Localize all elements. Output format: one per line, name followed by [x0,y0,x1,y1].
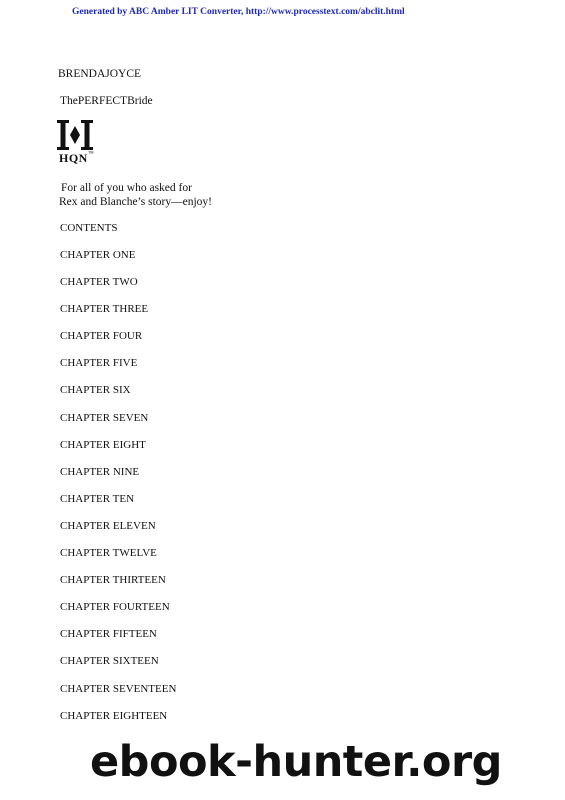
book-author: BRENDAJOYCE [58,68,142,80]
chapter-link[interactable]: CHAPTER SEVEN [60,411,149,424]
contents-heading: CONTENTS [60,222,118,234]
converter-link[interactable]: Generated by ABC Amber LIT Converter, http://www.processtext.com/abclit.html [72,7,405,17]
chapter-link[interactable]: CHAPTER EIGHTEEN [60,709,168,722]
dedication [59,181,212,209]
book-title: ThePERFECTBride [60,95,153,107]
chapter-link[interactable]: CHAPTER FIFTEEN [60,628,157,641]
chapter-link[interactable]: CHAPTER EIGHT [60,438,146,451]
chapter-link[interactable]: CHAPTER FOUR [60,330,143,343]
chapter-link[interactable]: CHAPTER TWO [60,276,138,289]
toc-item[interactable] [60,412,176,439]
hqn-logo-text: HQN™ [59,151,95,165]
chapter-link[interactable]: CHAPTER TEN [60,492,135,505]
toc-item[interactable] [60,710,176,737]
dedication-line-1: For all of you who asked for [61,182,192,194]
toc-item[interactable] [60,628,176,655]
table-of-contents [60,249,176,737]
dedication-line-2: Rex and Blanche’s story—enjoy! [59,196,212,208]
watermark: ebook-hunter.org [90,737,502,787]
toc-item[interactable] [60,303,176,330]
chapter-link[interactable]: CHAPTER ONE [60,249,136,261]
toc-item[interactable] [60,520,176,547]
chapter-link[interactable]: CHAPTER TWELVE [60,547,157,560]
chapter-link[interactable]: CHAPTER SIXTEEN [60,655,159,668]
publisher-logo [57,120,101,166]
toc-item[interactable] [60,357,176,384]
toc-item[interactable] [60,601,176,628]
trademark-symbol: ™ [87,151,95,157]
toc-item[interactable] [60,493,176,520]
toc-item[interactable] [60,276,176,303]
chapter-link[interactable]: CHAPTER FIVE [60,357,138,370]
toc-item[interactable] [60,547,176,574]
chapter-link[interactable]: CHAPTER THREE [60,303,149,316]
hqn-logo-icon [57,120,93,150]
toc-item[interactable] [60,249,176,276]
toc-item[interactable] [60,574,176,601]
chapter-link[interactable]: CHAPTER NINE [60,465,140,478]
toc-item[interactable] [60,466,176,493]
toc-item[interactable] [60,439,176,466]
toc-item[interactable] [60,683,176,710]
chapter-link[interactable]: CHAPTER SEVENTEEN [60,682,177,695]
toc-item[interactable] [60,330,176,357]
toc-item[interactable] [60,655,176,682]
chapter-link[interactable]: CHAPTER SIX [60,384,131,397]
chapter-link[interactable]: CHAPTER ELEVEN [60,519,156,532]
toc-item[interactable] [60,384,176,411]
chapter-link[interactable]: CHAPTER THIRTEEN [60,574,166,587]
chapter-link[interactable]: CHAPTER FOURTEEN [60,601,170,614]
